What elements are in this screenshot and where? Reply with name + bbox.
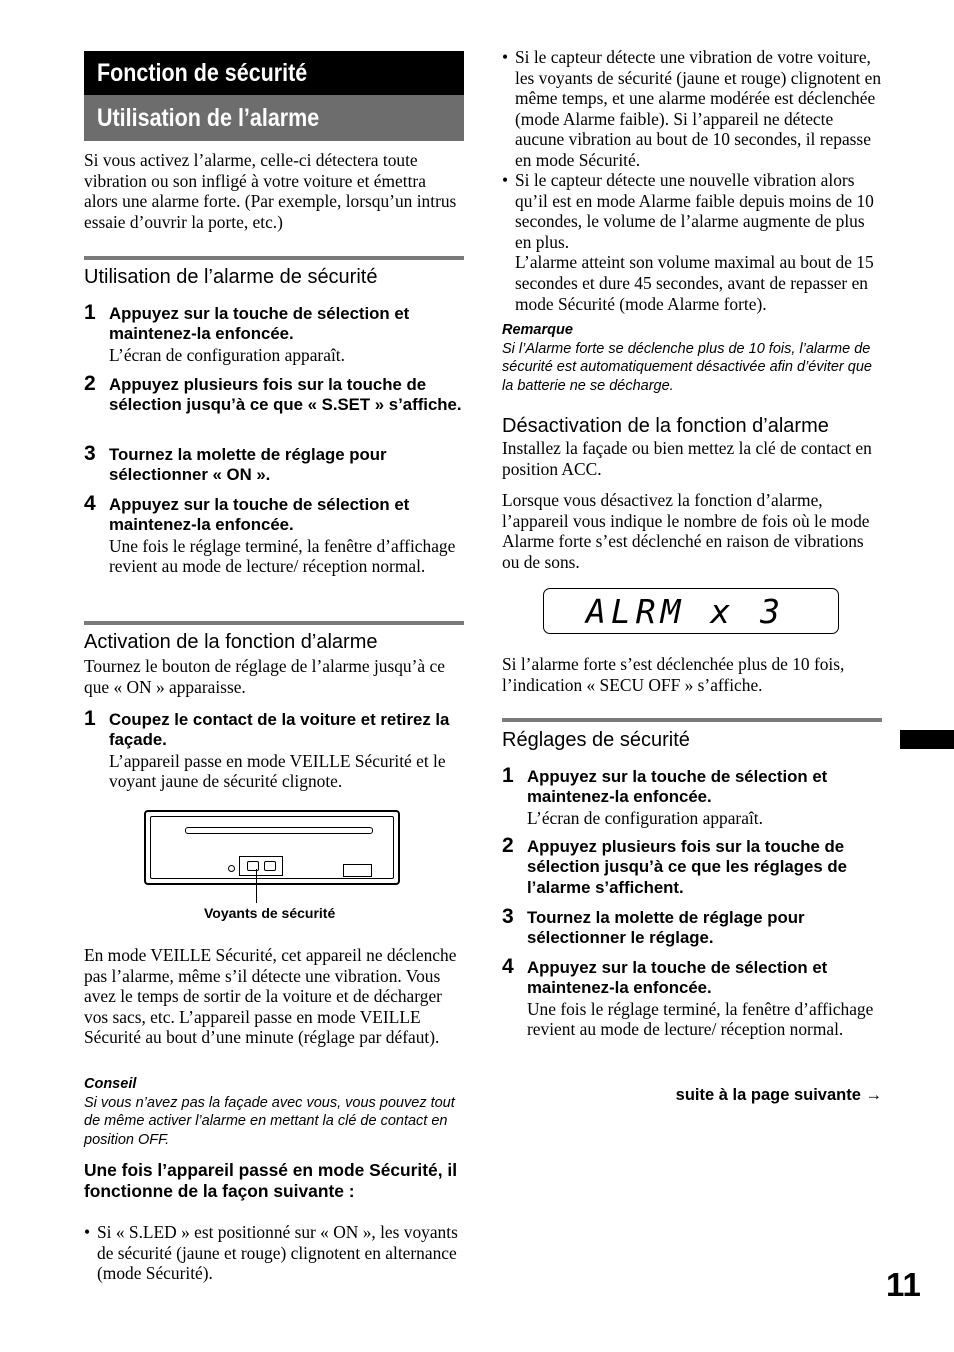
step-number: 3 [84,442,96,465]
step-description: L’écran de configuration apparaît. [109,344,345,365]
step-number: 2 [84,372,96,395]
deactivation-p3: Si l’alarme forte s’est déclenchée plus de 10 fois, l’indication « SECU OFF » s’affiche. [502,654,845,695]
step-number: 1 [84,301,96,324]
panel-frame [150,816,394,879]
step-title: Appuyez sur la touche de sélection et maintenez-la enfoncée. [109,495,410,535]
note-title: Remarque [502,322,573,338]
step-description: L’écran de configuration apparaît. [527,807,763,828]
section-heading-deactivation: Désactivation de la fonction d’alarme [502,415,829,437]
step-description: Une fois le réglage terminé, la fenêtre d’affichage revient au mode de lecture/ réception normal. [109,535,456,577]
security-leds [239,856,283,876]
section-heading-activation: Activation de la fonction d’alarme [84,631,378,653]
step-item [502,905,882,949]
callout-line [256,869,257,903]
step-item [84,492,464,577]
step-title: Appuyez sur la touche de sélection et maintenez-la enfoncée. [527,958,828,998]
page-subtitle: Utilisation de l’alarme [84,95,464,141]
figure-caption: Voyants de sécurité [204,905,336,921]
section-divider [84,256,464,260]
step-number: 4 [502,955,514,978]
page-title: Fonction de sécurité [84,51,464,95]
step-item [84,442,464,486]
page-number: 11 [886,1266,921,1303]
intro-paragraph: Si vous activez l’alarme, celle-ci détectera toute vibration ou son infligé à votre voiture et émettra alors une alarme forte. (Par exemple, lorsqu’un intrus essaie d’ouvrir la porte, etc.) [84,150,457,232]
step-item [502,955,882,1040]
step-title: Appuyez plusieurs fois sur la touche de sélection jusqu’à ce que « S.SET » s’affiche. [109,375,462,415]
led-yellow [247,861,259,871]
step-number: 3 [502,905,514,928]
step-title: Appuyez sur la touche de sélection et maintenez-la enfoncée. [109,304,410,344]
step-title: Coupez le contact de la voiture et retirez la façade. [109,710,450,750]
bullet-item: • Si le capteur détecte une vibration de votre voiture, les voyants de sécurité (jaune et rouge) clignotent en même temps, et une alarme modérée est déclenchée (mode Alarme faible). Si l’appareil ne détecte aucune vibration au bout de 10 secondes, il repasse en mode Sécurité. [502,47,882,170]
bullet-item: • Si le capteur détecte une nouvelle vibration alors qu’il est en mode Alarme faible depuis moins de 10 secondes, le volume de l’alarme augmente de plus en plus. L’alarme atteint son volume maximal au bout de 15 secondes et dure 45 secondes, avant de repasser en mode Sécurité (mode Alarme forte). [502,170,882,314]
cd-slot [185,827,373,834]
tip-title: Conseil [84,1076,137,1092]
step-description: L’appareil passe en mode VEILLE Sécurité et le voyant jaune de sécurité clignote. [109,750,446,792]
step-item [502,834,882,898]
step-number: 1 [84,707,96,730]
bullet-text: Si « S.LED » est positionné sur « ON », les voyants de sécurité (jaune et rouge) clignotent en alternance (mode Sécurité). [97,1222,458,1284]
activation-intro: Tournez le bouton de réglage de l’alarme jusqu’à ce que « ON » apparaisse. [84,656,445,697]
continued-note: suite à la page suivante → [675,1086,882,1104]
step-number: 4 [84,492,96,515]
deactivation-p2: Lorsque vous désactivez la fonction d’alarme, l’appareil vous indique le nombre de fois où le mode Alarme forte s’est déclenché en raison de vibrations ou de sons. [502,490,870,572]
section-divider [84,621,464,625]
step-item [84,301,464,365]
front-panel-illustration [144,810,400,885]
step-title: Appuyez sur la touche de sélection et maintenez-la enfoncée. [527,767,828,807]
tip-body: Si vous n’avez pas la façade avec vous, vous pouvez tout de même activer l’alarme en mettant la clé de contact en position OFF. [84,1095,455,1148]
step-description: Une fois le réglage terminé, la fenêtre d’affichage revient au mode de lecture/ réception normal. [527,998,874,1040]
reset-hole [228,865,235,872]
section-thumb-tab [900,730,954,749]
bullet-text: Si le capteur détecte une nouvelle vibration alors qu’il est en mode Alarme faible depuis moins de 10 secondes, le volume de l’alarme augmente de plus en plus. [515,170,874,252]
step-item [84,707,464,792]
step-item [84,372,464,416]
bullet-item: • Si « S.LED » est positionné sur « ON », les voyants de sécurité (jaune et rouge) clignotent en alternance (mode Sécurité). [84,1222,464,1284]
display-readout: ALRM x 3 [586,592,785,631]
section-heading-security-alarm: Utilisation de l’alarme de sécurité [84,266,378,288]
section-divider [502,718,882,722]
step-item [502,764,882,828]
deactivation-p1: Installez la façade ou bien mettez la clé de contact en position ACC. [502,438,872,479]
step-title: Tournez la molette de réglage pour sélectionner le réglage. [527,908,805,948]
section-heading-settings: Réglages de sécurité [502,729,690,751]
step-title: Appuyez plusieurs fois sur la touche de sélection jusqu’à ce que les réglages de l’alarme s’affichent. [527,837,847,897]
step-number: 2 [502,834,514,857]
step-title: Tournez la molette de réglage pour sélectionner « ON ». [109,445,387,485]
standby-paragraph: En mode VEILLE Sécurité, cet appareil ne déclenche pas l’alarme, même s’il détecte une vibration. Vous avez le temps de sortir de la voiture et de décharger vos sacs, etc. L’appareil passe en mode VEILLE Sécurité au bout d’une minute (réglage par défaut). [84,945,457,1048]
note-body: Si l’Alarme forte se déclenche plus de 10 fois, l’alarme de sécurité est automatiquement désactivée afin d’éviter que la batterie ne se décharge. [502,341,872,394]
bullet-text-continued: L’alarme atteint son volume maximal au bout de 15 secondes et dure 45 secondes, avant de repasser en mode Sécurité (mode Alarme forte). [515,252,874,314]
panel-indicator [343,864,372,877]
led-red [264,861,276,871]
operation-subheading: Une fois l’appareil passé en mode Sécurité, il fonctionne de la façon suivante : [84,1160,458,1201]
bullet-text: Si le capteur détecte une vibration de votre voiture, les voyants de sécurité (jaune et rouge) clignotent en même temps, et une alarme modérée est déclenchée (mode Alarme faible). Si l’appareil ne détecte aucune vibration au bout de 10 secondes, il repasse en mode Sécurité. [515,47,882,170]
step-number: 1 [502,764,514,787]
